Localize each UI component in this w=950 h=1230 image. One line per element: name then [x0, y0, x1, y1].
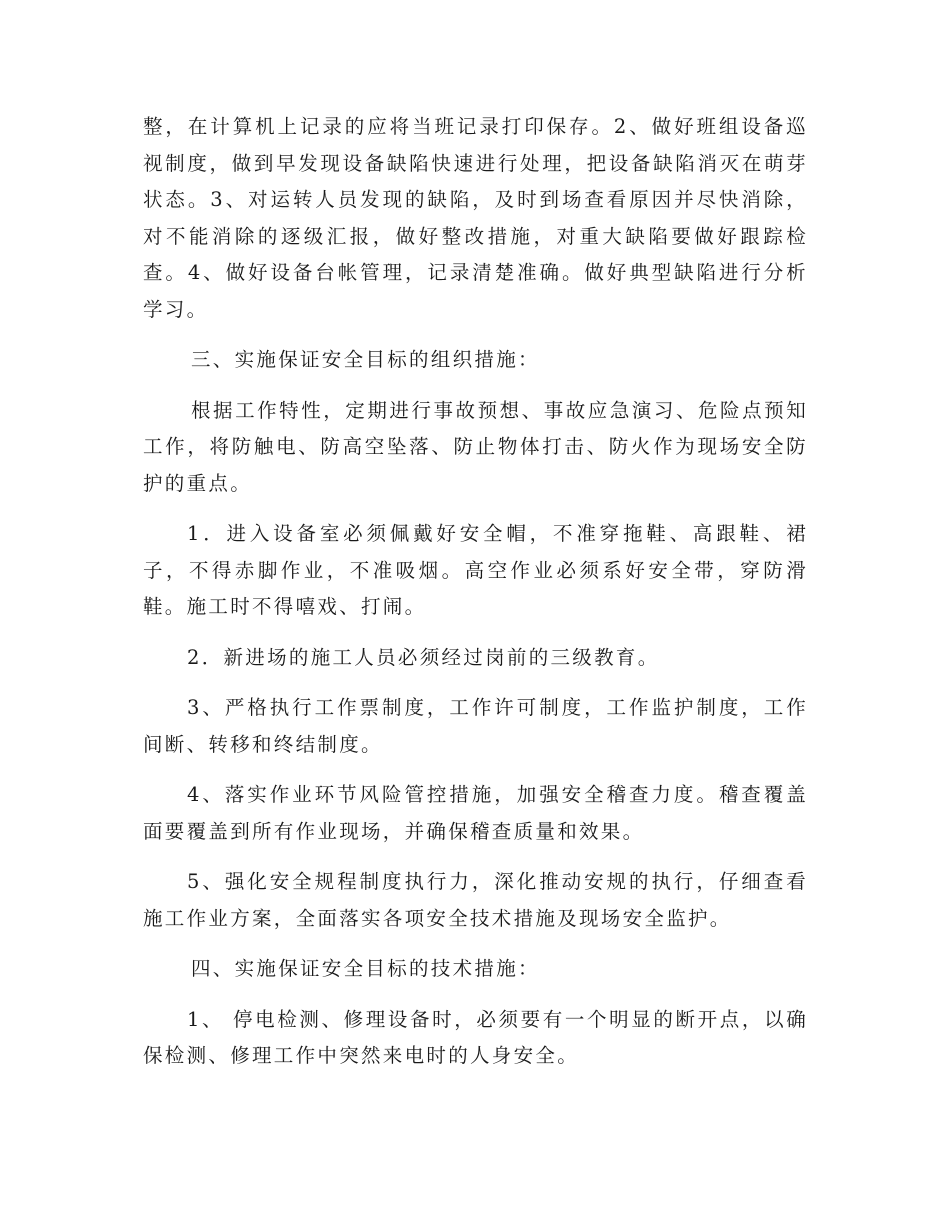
document-body	[143, 109, 808, 1075]
list-item-1: 1．进入设备室必须佩戴好安全帽，不准穿拖鞋、高跟鞋、裙子，不得赤脚作业，不准吸烟。高空作业必须系好安全带，穿防滑鞋。施工时不得嘻戏、打闹。	[143, 522, 808, 618]
list-item-5: 5、强化安全规程制度执行力，深化推动安规的执行，仔细查看施工作业方案，全面落实各项安全技术措施及现场安全监护。	[143, 870, 808, 930]
list-item-technical-1: 1、 停电检测、修理设备时，必须要有一个明显的断开点，以确保检测、修理工作中突然来电时的人身安全。	[143, 1007, 808, 1067]
paragraph-continuation: 整，在计算机上记录的应将当班记录打印保存。2、做好班组设备巡视制度，做到早发现设备缺陷快速进行处理，把设备缺陷消灭在萌芽状态。3、对运转人员发现的缺陷，及时到场查看原因并尽快消除，对不能消除的逐级汇报，做好整改措施，对重大缺陷要做好跟踪检查。4、做好设备台帐管理，记录清楚准确。做好典型缺陷进行分析学习。	[143, 115, 808, 321]
section-heading-organizational-measures: 三、实施保证安全目标的组织措施：	[191, 348, 540, 371]
list-item-4: 4、落实作业环节风险管控措施，加强安全稽查力度。稽查覆盖面要覆盖到所有作业现场，并确保稽查质量和效果。	[143, 783, 808, 843]
paragraph-organizational-intro: 根据工作特性，定期进行事故预想、事故应急演习、危险点预知工作，将防触电、防高空坠落、防止物体打击、防火作为现场安全防护的重点。	[143, 398, 808, 495]
list-item-2: 2．新进场的施工人员必须经过岗前的三级教育。	[187, 645, 660, 669]
section-heading-technical-measures: 四、实施保证安全目标的技术措施：	[191, 957, 540, 980]
list-item-3: 3、严格执行工作票制度，工作许可制度，工作监护制度，工作间断、转移和终结制度。	[143, 696, 808, 756]
